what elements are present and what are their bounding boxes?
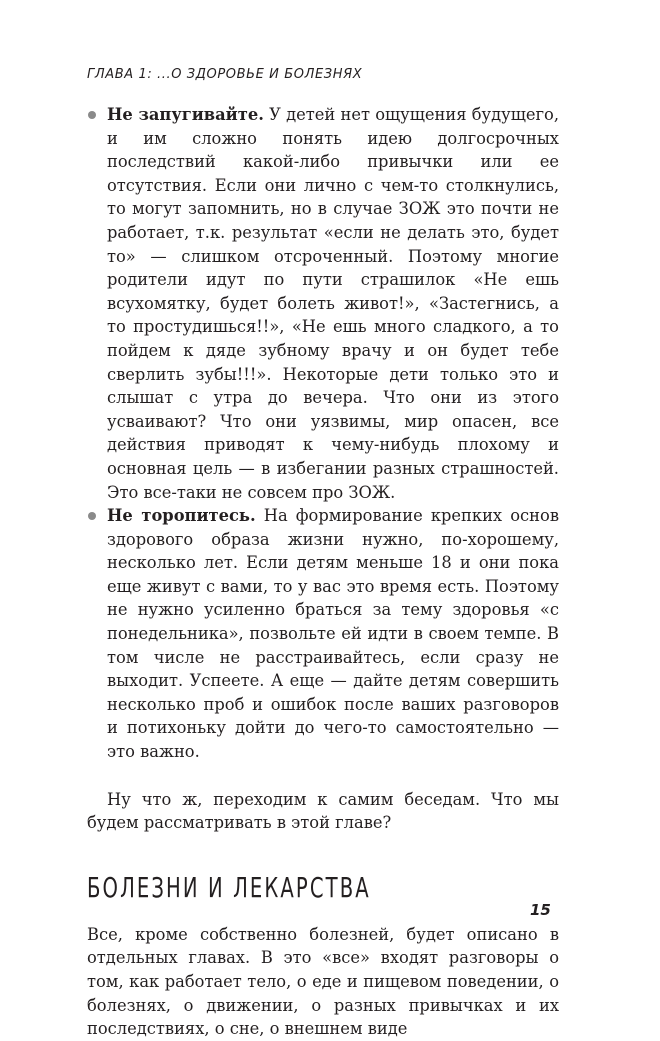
bullet-lead: Не торопитесь. — [107, 506, 256, 526]
bullet-lead: Не запугивайте. — [107, 105, 264, 124]
list-item — [87, 103, 559, 504]
body-paragraph: Ну что ж, переходим к самим беседам. Что мы будем рассматривать в этой главе? — [87, 789, 559, 833]
bullet-icon — [88, 512, 96, 520]
bullet-text: На формирование крепких основ здорового образа жизни нужно, по-хорошему, несколько лет. Если детям меньше 18 и они пока еще живут с вами, то у вас это время есть. Поэтому не нужно усиленно браться за тему здоровья «с понедельника», позвольте ей идти в своем темпе. В том числе не расстраивайтесь, если сразу не выходит. Успеете. А еще — дайте детям совершить несколько проб и ошибок после ваших разговоров и потихоньку дойти до чего-то самостоятельно — это важно. — [107, 506, 559, 762]
running-head: ГЛАВА 1: ...О ЗДОРОВЬЕ И БОЛЕЗНЯХ — [87, 67, 363, 82]
page-body — [87, 103, 559, 1041]
bullet-text: У детей нет ощущения будущего, и им сложно понять идею долгосрочных последствий какой-либо привычки или ее отсутствия. Если они лично с чем-то столкнулись, то могут запомнить, но в случае ЗОЖ это почти не работает, т.к. результат «если не делать это, будет то» — слишком отсроченный. Поэтому многие родители идут по пути страшилок «Не ешь всухомятку, будет болеть живот!», «Застегнись, а то простудишься!!», «Не ешь много сладкого, а то пойдем к дяде зубному врачу и он будет тебе сверлить зубы!!!». Некоторые дети только это и слышат с утра до вечера. Что они из этого усваивают? Что они уязвимы, мир опасен, все действия приводят к чему-нибудь плохому и основная цель — в избегании разных страшностей. Это все-таки не совсем про ЗОЖ. — [107, 105, 559, 502]
section-paragraph: Все, кроме собственно болезней, будет описано в отдельных главах. В это «все» входят разговоры о том, как работает тело, о еде и пищевом поведении, о болезнях, о движении, о разных привычках и их последствиях, о сне, о внешнем виде — [87, 924, 559, 1039]
page-number: 15 — [530, 901, 551, 919]
list-item — [87, 504, 559, 764]
advice-list — [87, 103, 559, 764]
section-heading: БОЛЕЗНИ И ЛЕКАРСТВА — [87, 870, 371, 904]
bullet-icon — [88, 111, 96, 119]
